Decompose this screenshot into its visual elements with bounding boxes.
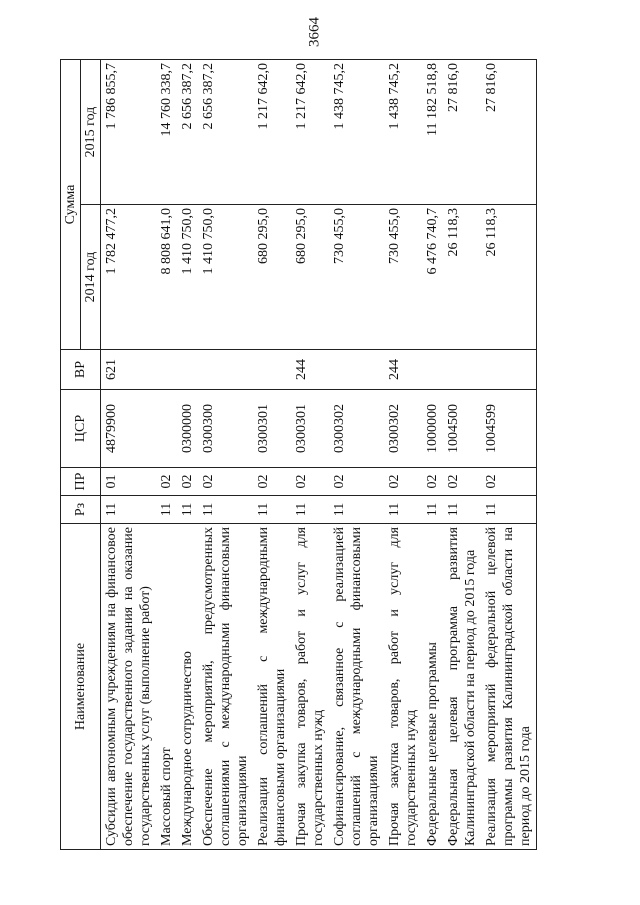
row-sum-2014: 680 295,0 [253, 205, 291, 350]
row-pr: 02 [443, 468, 481, 496]
row-rz: 11 [481, 496, 537, 524]
row-sum-2015: 2 656 387,2 [177, 60, 198, 205]
table-row [177, 60, 198, 850]
table-row [384, 60, 422, 850]
row-pr: 02 [291, 468, 329, 496]
header-pr: ПР [61, 468, 101, 496]
table-row [422, 60, 443, 850]
row-vr [156, 350, 177, 390]
row-rz: 11 [156, 496, 177, 524]
row-rz: 11 [443, 496, 481, 524]
header-sum: Сумма [61, 60, 81, 350]
row-name: Обеспечение мероприятий, предусмотренных соглашениями с международными финансовыми организациями [198, 524, 253, 850]
row-sum-2014: 1 410 750,0 [198, 205, 253, 350]
row-rz: 11 [422, 496, 443, 524]
row-csr: 0300301 [253, 390, 291, 468]
row-csr: 0300300 [198, 390, 253, 468]
row-pr: 02 [481, 468, 537, 496]
page-number: 3664 [306, 17, 323, 47]
budget-table [60, 59, 537, 850]
row-rz: 11 [177, 496, 198, 524]
rotated-page-content [60, 60, 533, 850]
row-name: Софинансирование, связанное с реализацией соглашений с международными финансовыми организациями [329, 524, 384, 850]
row-name: Федеральная целевая программа развития Калининградской области на период до 2015 года [443, 524, 481, 850]
row-name: Реализации соглашений с международными финансовыми организациями [253, 524, 291, 850]
table-row [198, 60, 253, 850]
row-sum-2015: 1 438 745,2 [329, 60, 384, 205]
row-csr: 4879900 [101, 390, 157, 468]
row-pr: 02 [177, 468, 198, 496]
row-rz: 11 [291, 496, 329, 524]
row-sum-2015: 11 182 518,8 [422, 60, 443, 205]
row-csr: 0300302 [329, 390, 384, 468]
row-rz: 11 [253, 496, 291, 524]
row-pr: 02 [422, 468, 443, 496]
row-name: Прочая закупка товаров, работ и услуг для государственных нужд [291, 524, 329, 850]
row-sum-2014: 730 455,0 [384, 205, 422, 350]
row-vr [177, 350, 198, 390]
row-name: Международное сотрудничество [177, 524, 198, 850]
row-sum-2014: 6 476 740,7 [422, 205, 443, 350]
row-vr [253, 350, 291, 390]
row-vr [422, 350, 443, 390]
row-sum-2015: 27 816,0 [481, 60, 537, 205]
header-vr: ВР [61, 350, 101, 390]
row-vr: 621 [101, 350, 157, 390]
row-sum-2015: 27 816,0 [443, 60, 481, 205]
row-name: Прочая закупка товаров, работ и услуг для государственных нужд [384, 524, 422, 850]
table-row [253, 60, 291, 850]
row-pr: 02 [253, 468, 291, 496]
row-rz: 11 [101, 496, 157, 524]
row-pr: 02 [156, 468, 177, 496]
table-row [101, 60, 157, 850]
row-sum-2014: 680 295,0 [291, 205, 329, 350]
row-vr [198, 350, 253, 390]
table-row [329, 60, 384, 850]
header-name: Наименование [61, 524, 101, 850]
row-sum-2014: 26 118,3 [443, 205, 481, 350]
row-pr: 02 [198, 468, 253, 496]
table-row [291, 60, 329, 850]
row-sum-2014: 1 782 477,2 [101, 205, 157, 350]
row-sum-2015: 1 786 855,7 [101, 60, 157, 205]
row-vr [443, 350, 481, 390]
table-row [156, 60, 177, 850]
row-vr: 244 [291, 350, 329, 390]
row-name: Массовый спорт [156, 524, 177, 850]
row-csr: 1004500 [443, 390, 481, 468]
row-sum-2015: 1 217 642,0 [291, 60, 329, 205]
header-rz: Рз [61, 496, 101, 524]
row-vr: 244 [384, 350, 422, 390]
row-sum-2014: 26 118,3 [481, 205, 537, 350]
row-name: Федеральные целевые программы [422, 524, 443, 850]
header-csr: ЦСР [61, 390, 101, 468]
row-csr [156, 390, 177, 468]
row-sum-2014: 1 410 750,0 [177, 205, 198, 350]
row-csr: 1000000 [422, 390, 443, 468]
row-name: Реализация мероприятий федеральной целевой программы развития Калининградской области на период до 2015 года [481, 524, 537, 850]
table-row [443, 60, 481, 850]
row-pr: 01 [101, 468, 157, 496]
row-rz: 11 [329, 496, 384, 524]
row-csr: 0300302 [384, 390, 422, 468]
row-pr: 02 [329, 468, 384, 496]
header-year-2015: 2015 год [81, 60, 101, 205]
row-name: Субсидии автономным учреждениям на финансовое обеспечение государственного задания на оказание государственных услуг (выполнение работ) [101, 524, 157, 850]
row-vr [329, 350, 384, 390]
row-sum-2015: 1 217 642,0 [253, 60, 291, 205]
row-rz: 11 [198, 496, 253, 524]
table-row [481, 60, 537, 850]
row-sum-2015: 14 760 338,7 [156, 60, 177, 205]
header-year-2014: 2014 год [81, 205, 101, 350]
row-sum-2015: 2 656 387,2 [198, 60, 253, 205]
row-csr: 0300301 [291, 390, 329, 468]
row-pr: 02 [384, 468, 422, 496]
row-sum-2015: 1 438 745,2 [384, 60, 422, 205]
row-sum-2014: 8 808 641,0 [156, 205, 177, 350]
row-rz: 11 [384, 496, 422, 524]
row-sum-2014: 730 455,0 [329, 205, 384, 350]
row-vr [481, 350, 537, 390]
row-csr: 0300000 [177, 390, 198, 468]
row-csr: 1004599 [481, 390, 537, 468]
